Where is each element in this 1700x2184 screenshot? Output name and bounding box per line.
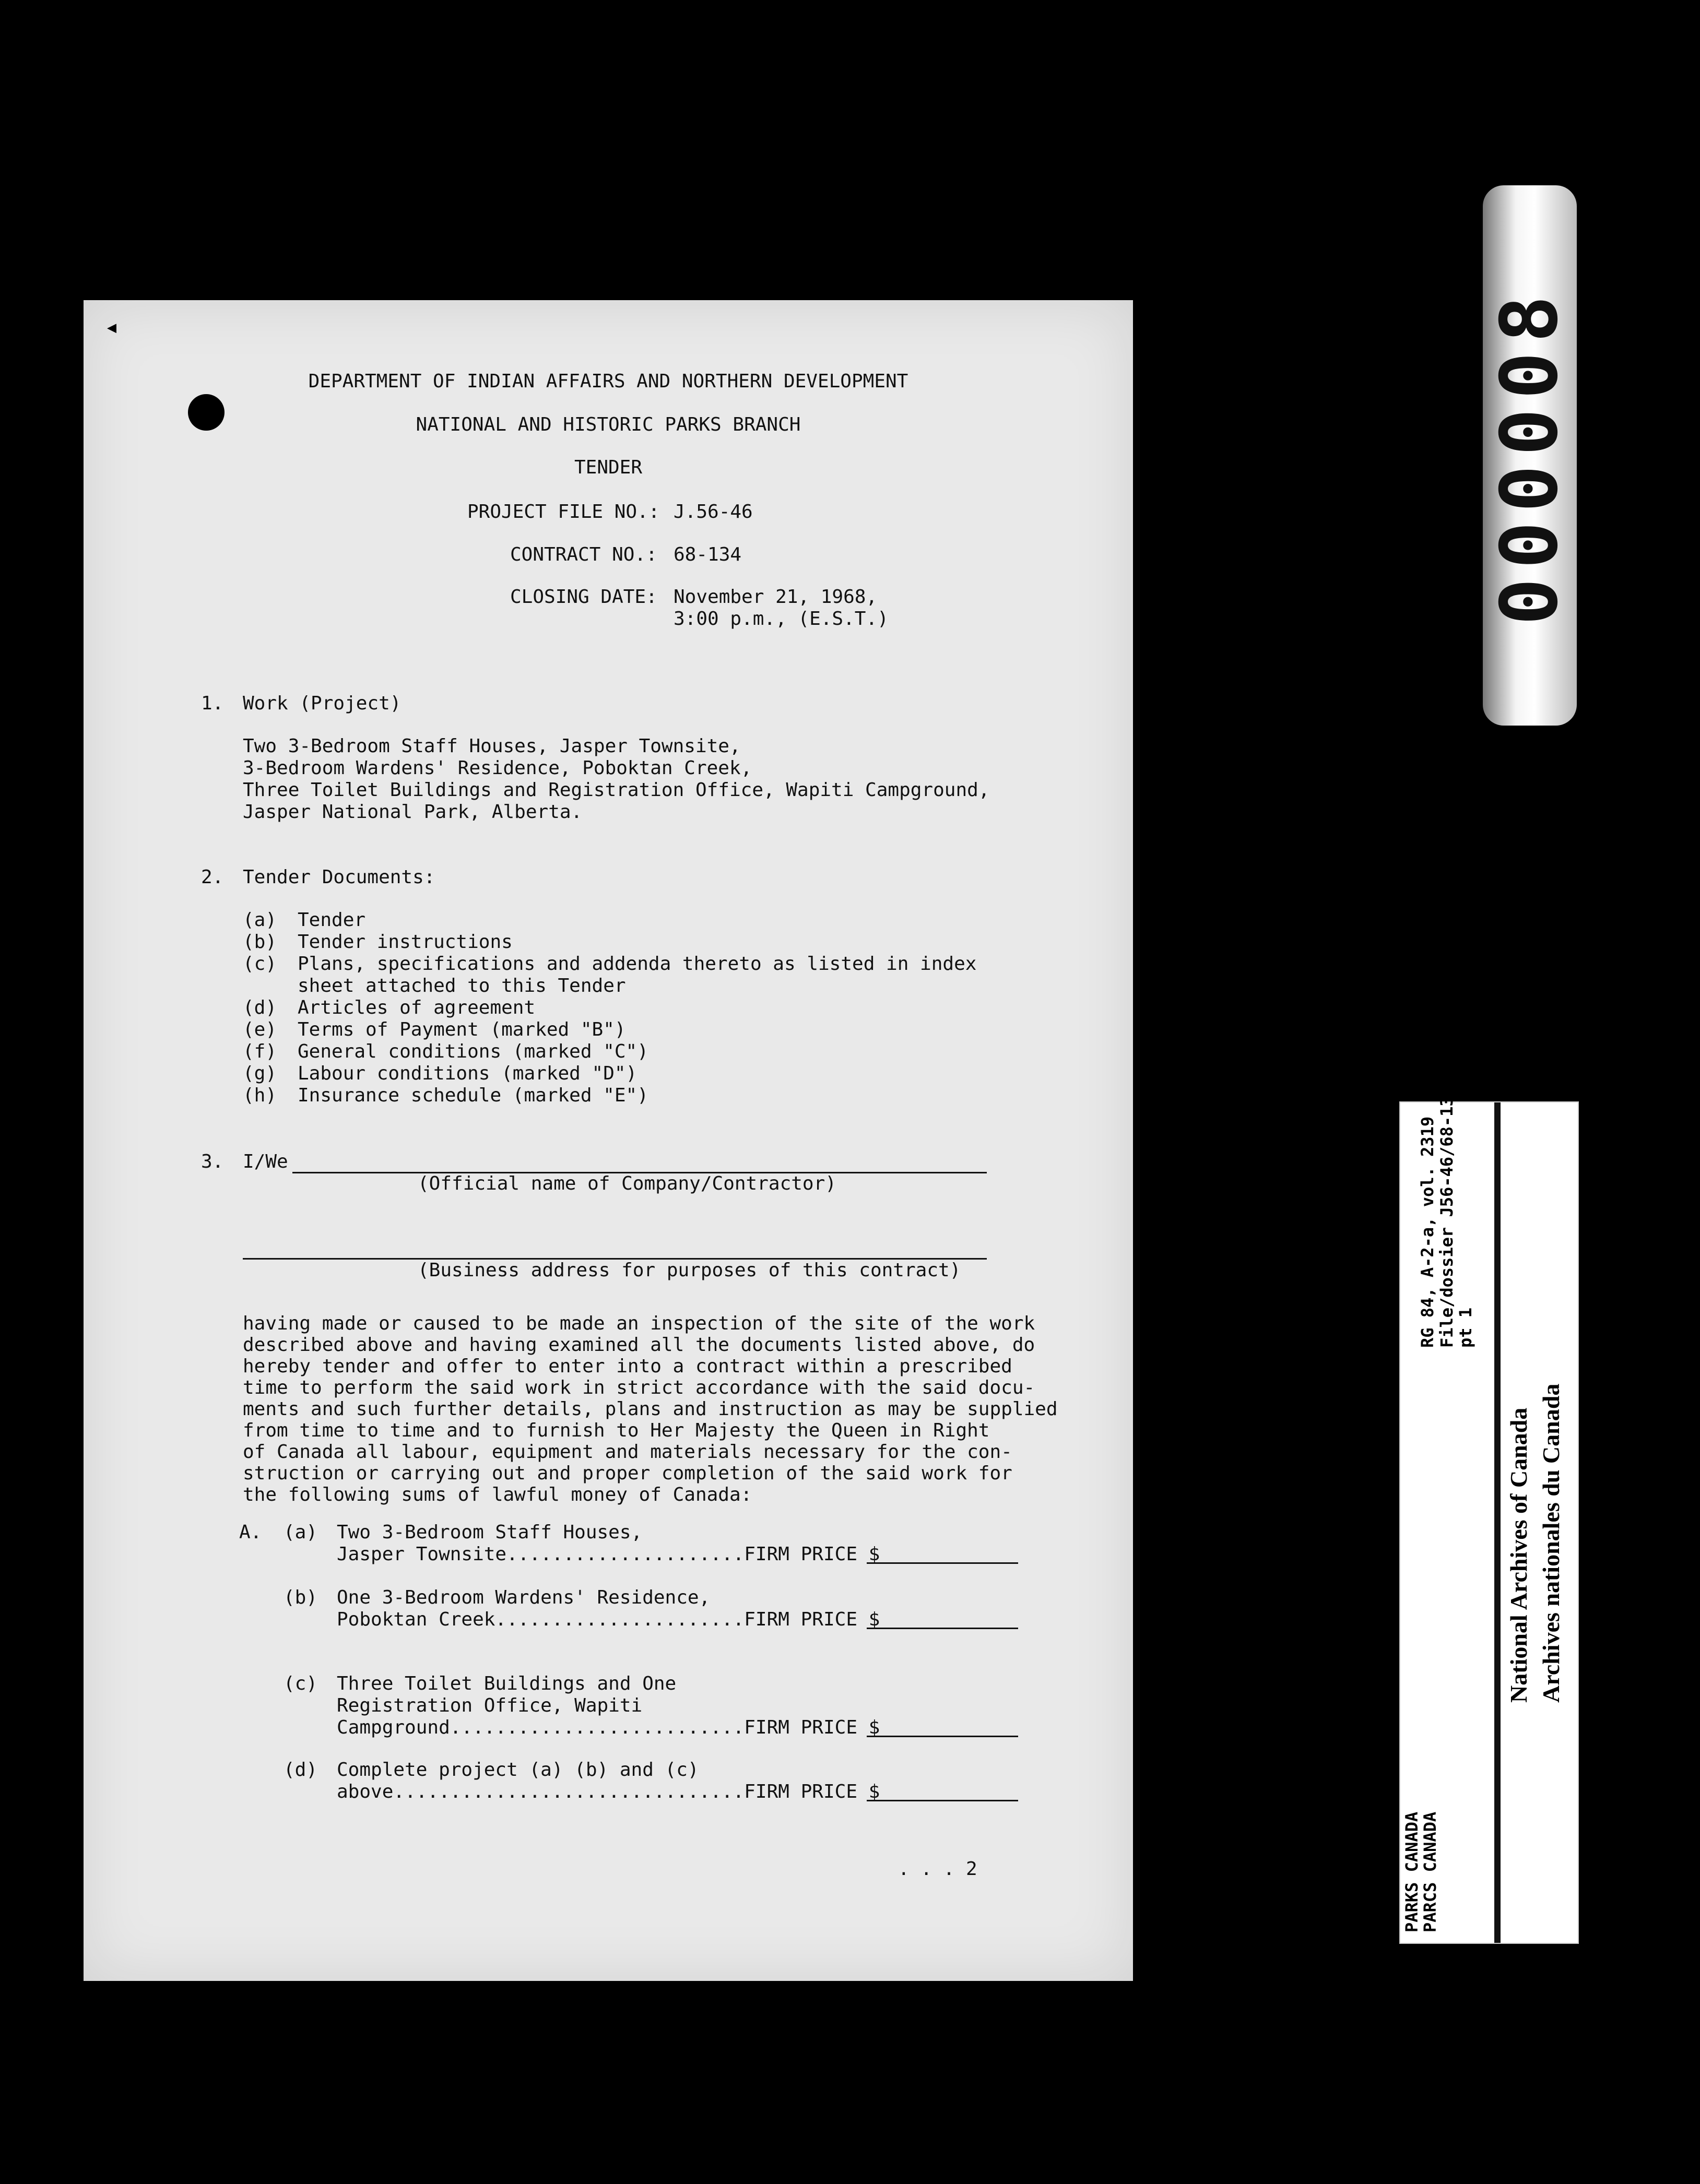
body-line: from time to time and to furnish to Her Majesty the Queen in Right	[243, 1420, 990, 1441]
iwe-label: I/We	[243, 1151, 288, 1172]
price-item-firm-price-line: above...............................FIRM PRICE $	[337, 1781, 880, 1802]
price-item-firm-price-line: Campground..........................FIRM PRICE $	[337, 1717, 880, 1738]
body-line: struction or carrying out and proper completion of the said work for	[243, 1463, 1012, 1484]
document-item-text: Tender	[298, 909, 366, 931]
document-item-text: Plans, specifications and addenda thereto as listed in index	[298, 953, 977, 975]
price-item-key: (d)	[284, 1759, 318, 1781]
body-line: hereby tender and offer to enter into a contract within a prescribed	[243, 1356, 1012, 1377]
price-item-description: Registration Office, Wapiti	[337, 1695, 643, 1716]
document-item-text: Labour conditions (marked "D")	[298, 1063, 638, 1084]
archive-ref-1: RG 84, A-2-a, vol. 2319	[1418, 1116, 1437, 1348]
firm-price-input-line[interactable]	[867, 1800, 1018, 1801]
company-caption: (Official name of Company/Contractor)	[418, 1173, 836, 1194]
document-item-key: (e)	[243, 1019, 277, 1040]
contract-value: 68-134	[674, 544, 742, 565]
document-item-key: (b)	[243, 931, 277, 953]
page-continuation: . . . 2	[898, 1858, 977, 1880]
price-item-firm-price-line: Poboktan Creek......................FIRM PRICE $	[337, 1609, 880, 1630]
price-item-key: (b)	[284, 1587, 318, 1608]
document-type-heading: TENDER	[574, 457, 643, 478]
body-line: time to perform the said work in strict accordance with the said docu-	[243, 1377, 1035, 1398]
label-divider	[1494, 1102, 1501, 1943]
document-item-text: sheet attached to this Tender	[298, 975, 626, 996]
document-item-key: (h)	[243, 1085, 277, 1106]
price-item-key: (a)	[284, 1522, 318, 1543]
branch-heading: NATIONAL AND HISTORIC PARKS BRANCH	[416, 414, 801, 435]
project-file-label: PROJECT FILE NO.:	[467, 501, 660, 523]
body-line: of Canada all labour, equipment and materials necessary for the con-	[243, 1441, 1012, 1463]
work-line: Jasper National Park, Alberta.	[243, 801, 583, 823]
price-item-description: Two 3-Bedroom Staff Houses,	[337, 1522, 643, 1543]
price-item-description: Complete project (a) (b) and (c)	[337, 1759, 699, 1781]
section-1-number: 1.	[201, 693, 224, 714]
work-line: 3-Bedroom Wardens' Residence, Poboktan Creek,	[243, 757, 752, 779]
document-item-key: (d)	[243, 997, 277, 1018]
body-line: ments and such further details, plans and instruction as may be supplied	[243, 1398, 1058, 1420]
address-caption: (Business address for purposes of this contract)	[418, 1260, 961, 1281]
document-item-key: (c)	[243, 953, 277, 975]
document-item-key: (f)	[243, 1041, 277, 1062]
project-file-value: J.56-46	[674, 501, 753, 523]
parks-canada-en: PARKS CANADA	[1402, 1811, 1422, 1932]
document-item-text: Articles of agreement	[298, 997, 536, 1018]
document-item-text: General conditions (marked "C")	[298, 1041, 648, 1062]
price-item-firm-price-line: Jasper Townsite.....................FIRM PRICE $	[337, 1544, 880, 1565]
closing-date-value: November 21, 1968,	[674, 586, 878, 608]
document-item-text: Tender instructions	[298, 931, 513, 953]
price-item-key: (c)	[284, 1673, 318, 1694]
document-page	[84, 300, 1133, 1981]
firm-price-input-line[interactable]	[867, 1562, 1018, 1564]
document-item-key: (a)	[243, 909, 277, 931]
national-archives-fr: Archives nationales du Canada	[1538, 1383, 1564, 1703]
section-3-number: 3.	[201, 1151, 224, 1172]
contract-label: CONTRACT NO.:	[510, 544, 657, 565]
work-line: Two 3-Bedroom Staff Houses, Jasper Townsite,	[243, 735, 741, 757]
parks-canada-fr: PARCS CANADA	[1420, 1811, 1440, 1932]
edge-mark: ◀	[107, 318, 117, 337]
frame-number: 000008	[1484, 286, 1575, 625]
section-1-title: Work (Project)	[243, 693, 402, 714]
firm-price-input-line[interactable]	[867, 1628, 1018, 1629]
archive-ref-2: File/dossier J56-46/68-134	[1437, 1086, 1457, 1348]
body-line: the following sums of lawful money of Canada:	[243, 1484, 752, 1505]
document-item-text: Terms of Payment (marked "B")	[298, 1019, 626, 1040]
document-item-key: (g)	[243, 1063, 277, 1084]
document-item-text: Insurance schedule (marked "E")	[298, 1085, 648, 1106]
department-heading: DEPARTMENT OF INDIAN AFFAIRS AND NORTHERN DEVELOPMENT	[308, 371, 908, 392]
price-item-description: Three Toilet Buildings and One	[337, 1673, 677, 1694]
section-2-title: Tender Documents:	[243, 867, 435, 888]
closing-time-value: 3:00 p.m., (E.S.T.)	[674, 608, 889, 630]
section-2-number: 2.	[201, 867, 224, 888]
work-line: Three Toilet Buildings and Registration Office, Wapiti Campground,	[243, 779, 990, 801]
archive-ref-3: pt 1	[1456, 1307, 1475, 1348]
national-archives-en: National Archives of Canada	[1505, 1407, 1532, 1703]
body-line: having made or caused to be made an inspection of the site of the work	[243, 1313, 1035, 1334]
film-frame-counter	[1483, 185, 1577, 726]
body-line: described above and having examined all the documents listed above, do	[243, 1334, 1035, 1356]
archive-label	[1399, 1086, 1579, 1944]
price-item-description: One 3-Bedroom Wardens' Residence,	[337, 1587, 711, 1608]
closing-date-label: CLOSING DATE:	[510, 586, 657, 608]
price-section-label: A.	[239, 1522, 262, 1543]
firm-price-input-line[interactable]	[867, 1736, 1018, 1737]
